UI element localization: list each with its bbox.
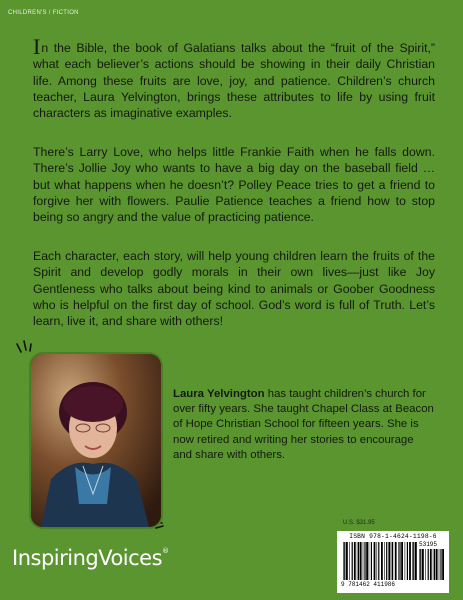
barcode-bar (430, 549, 432, 580)
barcode-bar (398, 542, 399, 580)
barcode-bar (363, 542, 364, 580)
barcode-bar (352, 542, 353, 580)
barcode-bar (349, 542, 350, 580)
publisher-logo (12, 546, 169, 570)
characters-paragraph: There’s Larry Love, who helps little Frankie Faith when he falls down. There’s Jollie Joy who wants to have a big day on the baseball field … but what happens when he doesn’t? Polley Peace tries to get a friend to forgive her with flowers. Paulie Patience teaches a friend how to stop being so angry and the value of practicing patience. (33, 145, 435, 225)
barcode-bar (413, 542, 414, 580)
barcode-bar (374, 542, 376, 580)
barcode-bar (442, 549, 444, 580)
barcode-bar (381, 542, 383, 580)
ean13-number: 9 781462 411986 (341, 581, 396, 588)
barcode-bar (439, 549, 440, 580)
barcode-bar (436, 549, 438, 580)
barcode (337, 531, 449, 593)
category-label: CHILDREN'S / FICTION (8, 10, 79, 16)
author-bio-text: has taught children’s church for over fifty years. She taught Chapel Class at Beacon of Hope Christian School for fifteen years. She is now retired and writing her stories to encourage and share with others. (173, 388, 434, 461)
barcode-bar (428, 549, 429, 580)
author-bio (173, 387, 435, 463)
barcode-bar (364, 542, 365, 580)
ean-barcode-bars (343, 542, 417, 582)
barcode-bar (412, 542, 413, 580)
barcode-bar (440, 549, 441, 580)
barcode-bar (344, 542, 345, 580)
drop-cap: I (33, 34, 41, 59)
barcode-bar (369, 542, 370, 580)
barcode-bar (378, 542, 379, 580)
barcode-bar (433, 549, 434, 580)
barcode-bar (388, 542, 390, 580)
barcode-bar (420, 549, 421, 580)
addon-code: 53195 (419, 541, 438, 548)
barcode-bar (360, 542, 362, 580)
addon-barcode-bars (419, 549, 445, 582)
barcode-bar (386, 542, 387, 580)
barcode-bar (415, 542, 417, 580)
barcode-bar (399, 542, 400, 580)
intro-paragraph-text: n the Bible, the book of Galatians talks about the “fruit of the Spirit,” what each believer’s actions should be showing in their daily Christian life. Among these fruits are love, joy, and patience. Children’s church teacher, Laura Yelvington, brings these attributes to life by using fruit characters as imaginative examples. (33, 41, 435, 121)
barcode-bar (377, 542, 378, 580)
barcode-bar (366, 542, 368, 580)
barcode-bar (405, 542, 406, 580)
barcode-bar (401, 542, 403, 580)
barcode-bar (425, 549, 426, 580)
author-name: Laura Yelvington (173, 388, 265, 400)
intro-paragraph (33, 34, 435, 121)
registered-mark: ® (162, 547, 169, 555)
author-photo (31, 354, 161, 527)
barcode-bar (357, 542, 358, 580)
barcode-bar (422, 549, 424, 580)
barcode-bar (358, 542, 359, 580)
barcode-bar (346, 542, 348, 580)
barcode-bar (419, 549, 420, 580)
barcode-bar (371, 542, 372, 580)
closing-paragraph: Each character, each story, will help young children learn the fruits of the Spirit and develop godly morals in their own lives—just like Joy Gentleness who talks about being kind to animals or Goober Goodness who is helpful on the first day of school. God’s word is full of Truth. Let’s learn, live it, and share with others! (33, 249, 435, 329)
barcode-bar (409, 542, 411, 580)
barcode-bar (343, 542, 344, 580)
barcode-bar (391, 542, 392, 580)
isbn-number: ISBN 978-1-4624-1198-6 (349, 533, 437, 540)
barcode-bar (407, 542, 408, 580)
publisher-name: InspiringVoices (12, 546, 163, 570)
barcode-bar (384, 542, 385, 580)
barcode-bar (354, 542, 356, 580)
barcode-bar (392, 542, 393, 580)
price-label: U.S. $31.95 (343, 520, 375, 526)
barcode-bar (395, 542, 397, 580)
barcode-bar (434, 549, 435, 580)
